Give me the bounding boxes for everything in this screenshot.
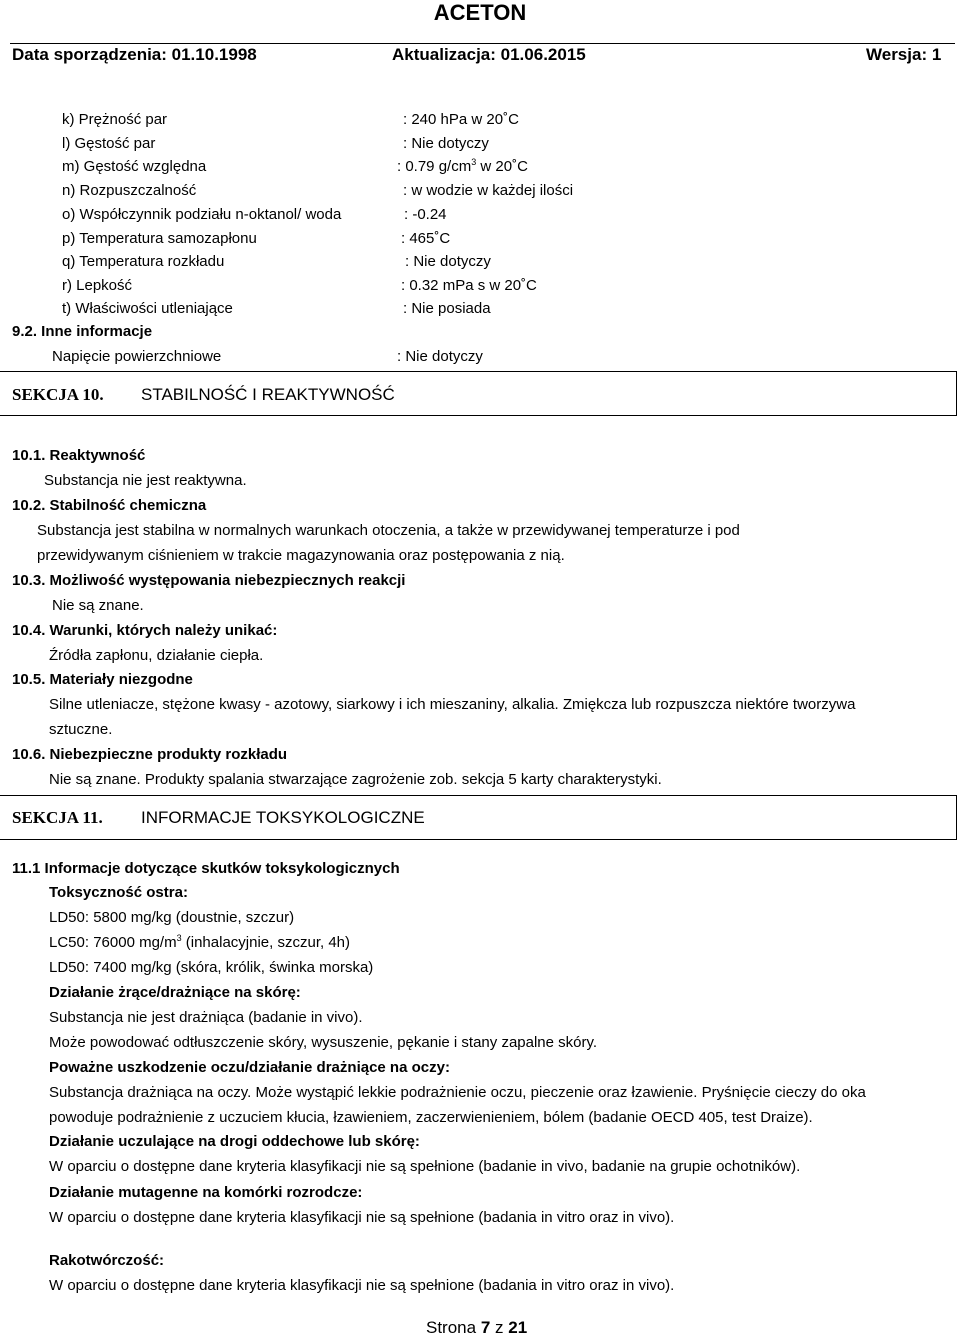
skin-corrosion-text-1: Substancja nie jest drażniąca (badanie in vivo). [49, 1009, 363, 1026]
eye-damage-heading: Poważne uszkodzenie oczu/działanie drażniące na oczy: [49, 1059, 450, 1076]
prop-value-oxidizing: : Nie posiada [403, 300, 491, 317]
document-title: ACETON [433, 0, 527, 25]
mutagenicity-text: W oparciu o dostępne dane kryteria klasyfikacji nie są spełnione (badania in vitro oraz in vivo). [49, 1209, 675, 1226]
prop-value-vapor-density: : Nie dotyczy [403, 135, 489, 152]
section-10-3-text: Nie są znane. [52, 597, 144, 614]
surface-tension-value: : Nie dotyczy [397, 348, 483, 365]
section-10-5-text-1: Silne utleniacze, stężone kwasy - azotowy, siarkowy i ich mieszaniny, alkalia. Zmiękcza lub rozpuszcza niektóre tworzywa [49, 696, 856, 713]
section-10-2-text-1: Substancja jest stabilna w normalnych warunkach otoczenia, a także w przewidywanej temperaturze i pod [37, 522, 740, 539]
section-9-2-heading: 9.2. Inne informacje [12, 323, 153, 340]
prop-label-vapor-density: l) Gęstość par [62, 135, 156, 152]
ld50-oral: LD50: 5800 mg/kg (doustnie, szczur) [49, 909, 295, 926]
header-rule [10, 43, 955, 44]
section-10-2-text-2: przewidywanym ciśnieniem w trakcie magazynowania oraz postępowania z nią. [37, 547, 565, 564]
section-10-4-text: Źródła zapłonu, działanie ciepła. [49, 647, 264, 664]
lc50-inhalation: LC50: 76000 $mg/m^3$ (inhalacyjnie, szczur, 4h) [49, 933, 350, 951]
prop-label-viscosity: r) Lepkość [62, 277, 133, 294]
mutagenicity-heading: Działanie mutagenne na komórki rozrodcze: [49, 1184, 363, 1201]
page-number: Strona 7 z 21 [426, 1318, 528, 1337]
section-10-3-heading: 10.3. Możliwość występowania niebezpiecznych reakcji [12, 572, 406, 589]
version: Wersja: 1 [866, 45, 942, 64]
section-11-title: INFORMACJE TOKSYKOLOGICZNE [141, 808, 425, 827]
prop-label-solubility: n) Rozpuszczalność [62, 182, 197, 199]
section-10-label: SEKCJA 10. [12, 385, 104, 404]
date-updated: Aktualizacja: 01.06.2015 [392, 45, 586, 64]
prop-value-autoignition: : 465˚C [401, 230, 451, 247]
prop-label-oxidizing: t) Właściwości utleniające [62, 300, 233, 317]
prop-value-decomposition: : Nie dotyczy [405, 253, 491, 270]
section-10-title: STABILNOŚĆ I REAKTYWNOŚĆ [141, 385, 395, 404]
prop-label-partition-coefficient: o) Współczynnik podziału n-oktanol/ woda [62, 206, 342, 223]
section-10-2-heading: 10.2. Stabilność chemiczna [12, 497, 207, 514]
section-10-6-text: Nie są znane. Produkty spalania stwarzające zagrożenie zob. sekcja 5 karty charakterystyki. [49, 771, 662, 788]
section-10-5-text-2: sztuczne. [49, 721, 113, 738]
prop-value-viscosity: : 0.32 mPa s w 20˚C [401, 277, 537, 294]
prop-label-relative-density: m) Gęstość względna [62, 158, 207, 175]
prop-label-decomposition: q) Temperatura rozkładu [62, 253, 225, 270]
eye-damage-text-2: powoduje podrażnienie z uczuciem kłucia, łzawieniem, zaczerwienieniem, bólem (badanie OECD 405, test Draize). [49, 1109, 813, 1126]
skin-corrosion-text-2: Może powodować odtłuszczenie skóry, wysuszenie, pękanie i stany zapalne skóry. [49, 1034, 598, 1051]
prop-label-vapor-pressure: k) Prężność par [62, 111, 168, 128]
carcinogenicity-heading: Rakotwórczość: [49, 1252, 165, 1269]
section-11-label: SEKCJA 11. [12, 808, 103, 827]
section-10-5-heading: 10.5. Materiały niezgodne [12, 671, 193, 688]
prop-label-autoignition: p) Temperatura samozapłonu [62, 230, 257, 247]
section-11-1-heading: 11.1 Informacje dotyczące skutków toksykologicznych [12, 860, 400, 877]
surface-tension-label: Napięcie powierzchniowe [52, 348, 222, 365]
acute-toxicity-heading: Toksyczność ostra: [49, 884, 188, 901]
prop-value-vapor-pressure: : 240 hPa w 20˚C [403, 111, 519, 128]
prop-value-relative-density: : 0.79 $g/cm^3$ w 20˚C [397, 157, 528, 175]
date-created: Data sporządzenia: 01.10.1998 [12, 45, 257, 64]
section-10-4-heading: 10.4. Warunki, których należy unikać: [12, 622, 278, 639]
section-10-1-text: Substancja nie jest reaktywna. [44, 472, 247, 489]
prop-value-solubility: : w wodzie w każdej ilości [403, 182, 574, 199]
prop-value-partition-coefficient: : -0.24 [404, 206, 447, 223]
skin-corrosion-heading: Działanie żrące/drażniące na skórę: [49, 984, 301, 1001]
carcinogenicity-text: W oparciu o dostępne dane kryteria klasyfikacji nie są spełnione (badania in vitro oraz in vivo). [49, 1277, 675, 1294]
section-10-6-heading: 10.6. Niebezpieczne produkty rozkładu [12, 746, 288, 763]
eye-damage-text-1: Substancja drażniąca na oczy. Może wystąpić lekkie podrażnienie oczu, pieczenie oraz łzawienie. Pryśnięcie cieczy do oka [49, 1084, 866, 1101]
sensitization-text: W oparciu o dostępne dane kryteria klasyfikacji nie są spełnione (badanie in vivo, badanie na grupie ochotników). [49, 1158, 801, 1175]
section-10-1-heading: 10.1. Reaktywność [12, 447, 146, 464]
sensitization-heading: Działanie uczulające na drogi oddechowe lub skórę: [49, 1133, 420, 1150]
ld50-skin: LD50: 7400 mg/kg (skóra, królik, świnka morska) [49, 959, 374, 976]
